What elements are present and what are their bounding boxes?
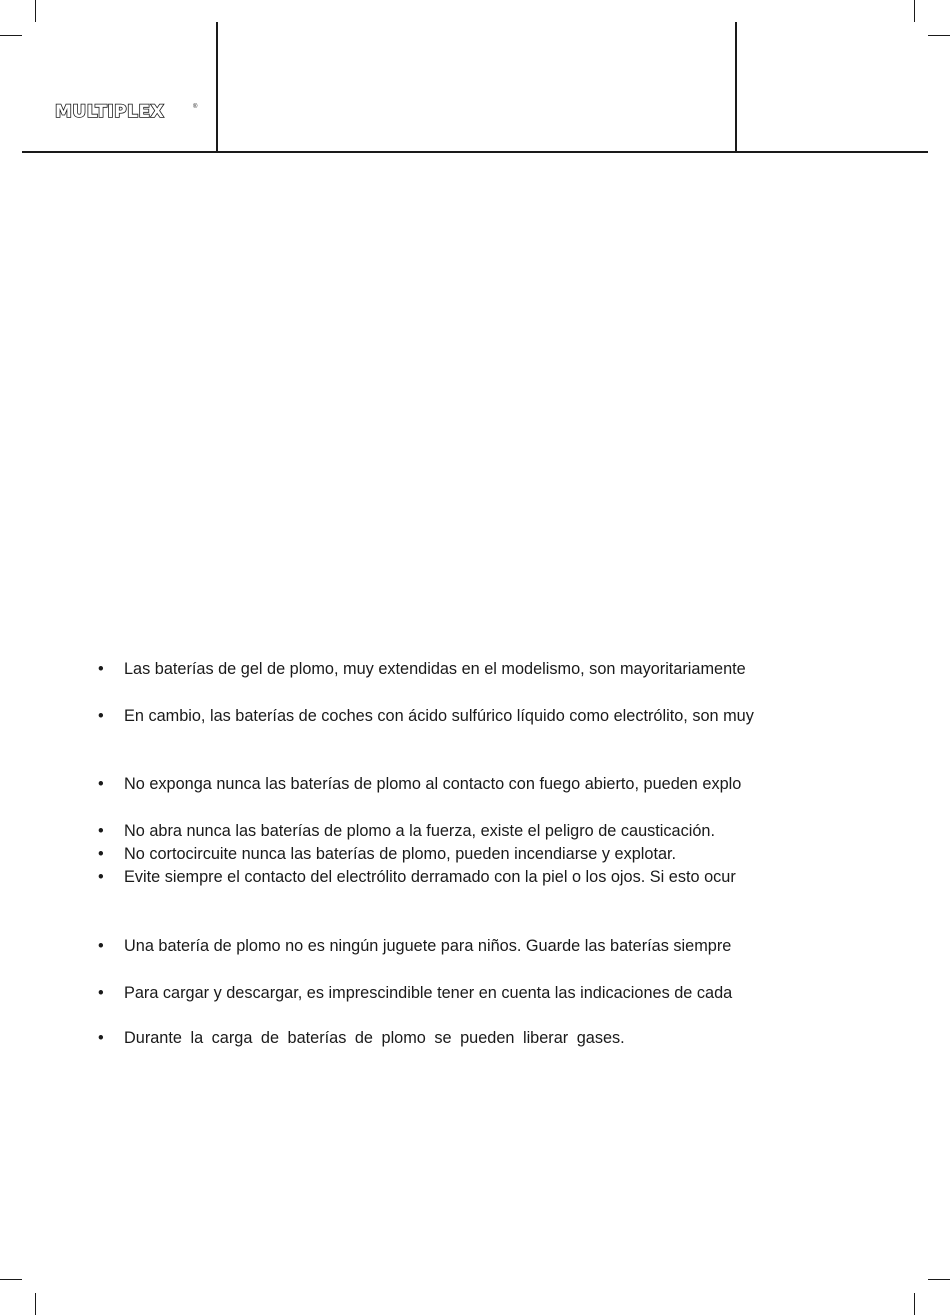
- list-item: [98, 706, 858, 726]
- list-item: [98, 867, 858, 887]
- multiplex-logo: MULTIPLEX: [55, 102, 165, 122]
- bullet-marker: •: [98, 775, 104, 793]
- bullet-marker: •: [98, 822, 104, 840]
- bullet-text: No exponga nunca las baterías de plomo al contacto con fuego abierto, pueden explo: [124, 775, 742, 793]
- bullet-text: En cambio, las baterías de coches con ácido sulfúrico líquido como electrólito, son muy: [124, 707, 754, 725]
- bullet-marker: •: [98, 937, 104, 955]
- bullet-text: Una batería de plomo no es ningún juguete para niños. Guarde las baterías siempre: [124, 937, 732, 955]
- bullet-marker: •: [98, 707, 104, 725]
- bullet-text: Las baterías de gel de plomo, muy extendidas en el modelismo, son mayoritariamente: [124, 660, 746, 678]
- list-item: [98, 659, 858, 679]
- bullet-text: No cortocircuite nunca las baterías de plomo, pueden incendiarse y explotar.: [124, 845, 677, 863]
- bullet-marker: •: [98, 845, 104, 863]
- bullet-marker: •: [98, 1029, 104, 1047]
- list-item: [98, 983, 858, 1003]
- bullet-marker: •: [98, 984, 104, 1002]
- list-item: [98, 821, 858, 841]
- bullet-text: No abra nunca las baterías de plomo a la fuerza, existe el peligro de causticación.: [124, 822, 715, 840]
- list-item: [98, 844, 858, 864]
- bullet-text: Durante la carga de baterías de plomo se pueden liberar gases.: [124, 1029, 625, 1047]
- registered-mark: ®: [193, 104, 198, 110]
- bullet-text: Evite siempre el contacto del electrólito derramado con la piel o los ojos. Si esto ocur: [124, 868, 736, 886]
- bullet-marker: •: [98, 868, 104, 886]
- list-item: [98, 1028, 858, 1048]
- list-item: [98, 774, 858, 794]
- bullet-marker: •: [98, 660, 104, 678]
- bullet-text: Para cargar y descargar, es imprescindible tener en cuenta las indicaciones de cada: [124, 984, 733, 1002]
- list-item: [98, 936, 858, 956]
